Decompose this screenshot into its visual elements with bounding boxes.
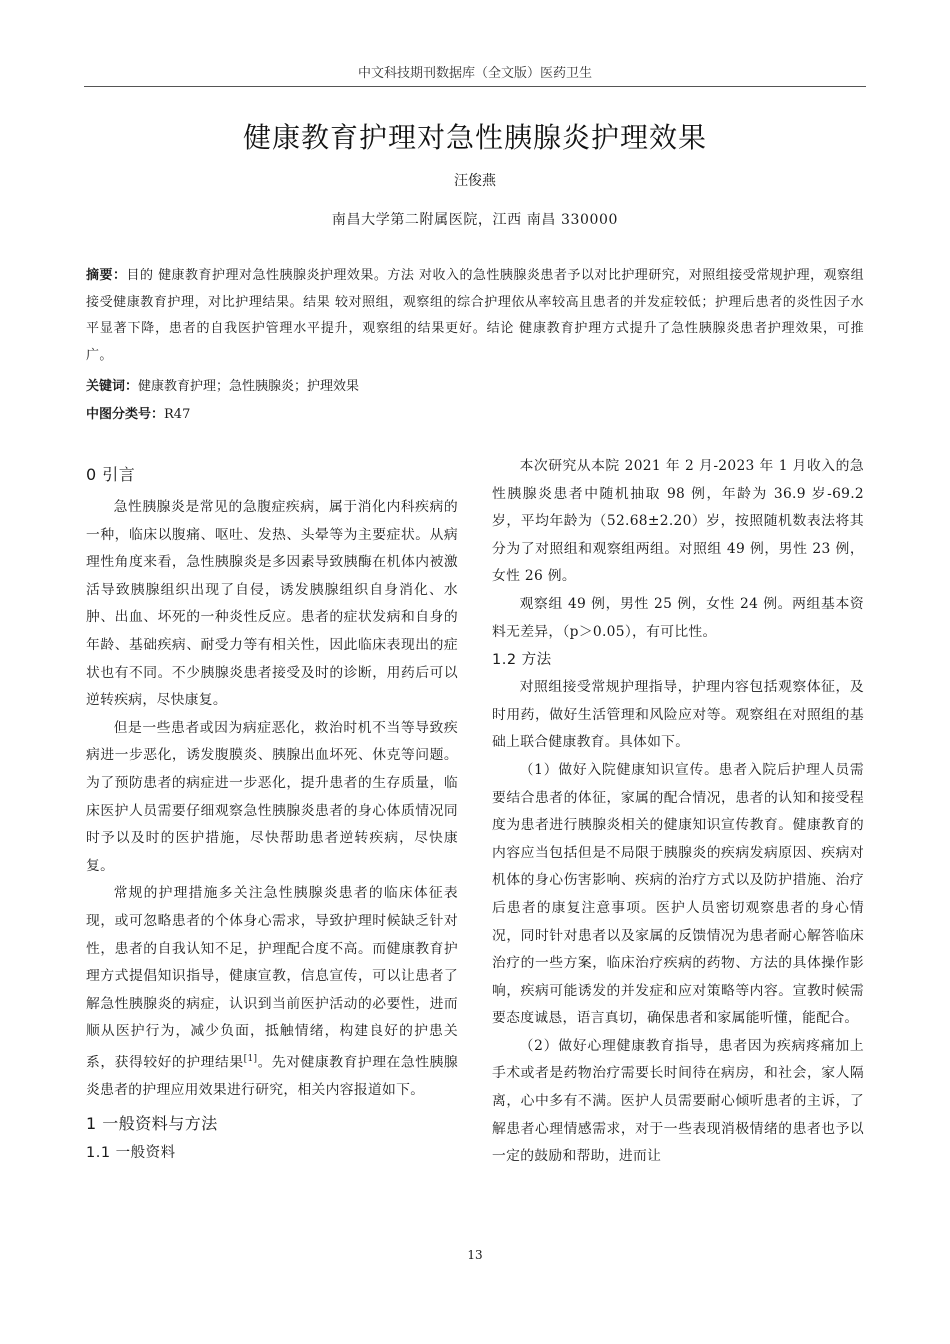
paragraph: 对照组接受常规护理指导，护理内容包括观察体征，及时用药，做好生活管理和风险应对等。观察组在对照组的基础上联合健康教育。具体如下。 [492,679,864,751]
keywords-text: 健康教育护理；急性胰腺炎；护理效果 [138,379,360,394]
paragraph: 但是一些患者或因为病症恶化，救治时机不当等导致疾病进一步恶化，诱发腹膜炎、胰腺出血坏死、休克等问题。为了预防患者的病症进一步恶化，提升患者的生存质量，临床医护人员需要仔细观察急性胰腺炎患者的身心体质情况同时予以及时的医护措施，尽快帮助患者逆转疾病，尽快康复。 [86,719,458,874]
affiliation: 南昌大学第二附属医院，江西 南昌 330000 [331,212,619,228]
classification-code: R47 [164,407,191,422]
subsection-heading-methods: 1.2 方法 [492,652,552,669]
paragraph: 本次研究从本院 2021 年 2 月-2023 年 1 月收入的急性胰腺炎患者中随机抽取 98 例，年龄为 36.9 岁-69.2 岁，平均年龄为（52.68±2.20）岁，按照随机数表法将其分为了对照组和观察组两组。对照组 49 例，男性 23 例，女性 26 例。 [492,458,864,585]
left-column [86,460,458,1167]
journal-header: 中文科技期刊数据库（全文版）医药卫生 [357,66,592,81]
paper-title: 健康教育护理对急性胰腺炎护理效果 [242,121,707,154]
paragraph-text: 。先对健康教育护理在急性胰腺炎患者的护理应用效果进行研究，相关内容报道如下。 [86,1054,458,1099]
classification-label: 中图分类号： [86,407,165,422]
paragraph: 急性胰腺炎是常见的急腹症疾病，属于消化内科疾病的一种，临床以腹痛、呕吐、发热、头晕等为主要症状。从病理性角度来看，急性胰腺炎是多因素导致胰酶在机体内被激活导致胰腺组织出现了自侵，诱发胰腺组织自身消化、水肿、出血、坏死的一种炎性反应。患者的症状发病和自身的年龄、基础疾病、耐受力等有相关性，因此临床表现出的症状也有不同。不少胰腺炎患者接受及时的诊断，用药后可以逆转疾病，尽快康复。 [86,499,458,709]
paragraph [86,880,458,1104]
section-heading-methods: 1 一般资料与方法 [86,1113,218,1133]
paragraph-text: 常规的护理措施多关注急性胰腺炎患者的临床体征表现，或可忽略患者的个体身心需求，导致护理时候缺乏针对性，患者的自我认知不足，护理配合度不高。而健康教育护理方式提倡知识指导，健康宣教，信息宣传，可以让患者了解急性胰腺炎的病症，认识到当前医护活动的必要性，进而顺从医护行为，减少负面，抵触情绪，构建良好的护患关系，获得较好的护理结果 [86,885,458,1071]
header-divider [84,86,866,87]
classification [86,403,190,422]
subsection-heading-general: 1.1 一般资料 [86,1144,176,1161]
section-heading-intro: 0 引言 [86,465,136,484]
paragraph: （2）做好心理健康教育指导，患者因为疾病疼痛加上手术或者是药物治疗需要长时间待在病房，和社会，家人隔离，心中多有不满。医护人员需要耐心倾听患者的主诉，了解患者心理情感需求，对于一些表现消极情绪的患者也予以一定的鼓励和帮助，进而让 [492,1037,864,1165]
abstract-text: 目的 健康教育护理对急性胰腺炎护理效果。方法 对收入的急性胰腺炎患者予以对比护理研究，对照组接受常规护理，观察组接受健康教育护理，对比护理结果。结果 较对照组，观察组的综合护理依从率较高且患者的并发症较低；护理后患者的炎性因子水平显著下降，患者的自我医护管理水平提升，观察组的结果更好。结论 健康教育护理方式提升了急性胰腺炎患者护理效果，可推广。 [86,268,864,363]
paragraph: 观察组 49 例，男性 25 例，女性 24 例。两组基本资料无差异，（p＞0.05），有可比性。 [492,595,864,640]
keywords-label: 关键词： [86,379,139,394]
abstract [86,263,864,369]
keywords [86,375,359,394]
paragraph: （1）做好入院健康知识宣传。患者入院后护理人员需要结合患者的体征，家属的配合情况，患者的认知和接受程度为患者进行胰腺炎相关的健康知识宣传教育。健康教育的内容应当包括但是不局限于胰腺炎的疾病发病原因、疾病对机体的身心伤害影响、疾病的治疗方式以及防护措施、治疗后患者的康复注意事项。医护人员密切观察患者的身心情况，同时针对患者以及家属的反馈情况为患者耐心解答临床治疗的一些方案，临床治疗疾病的药物、方法的具体操作影响，疾病可能诱发的并发症和应对策略等内容。宣教时候需要态度诚恳，语言真切，确保患者和家属能听懂，能配合。 [492,761,864,1027]
author: 汪俊燕 [454,173,496,189]
abstract-label: 摘要： [86,268,127,283]
citation-ref: [1] [243,1053,258,1064]
right-column [492,453,864,1171]
page-number: 13 [467,1248,483,1262]
